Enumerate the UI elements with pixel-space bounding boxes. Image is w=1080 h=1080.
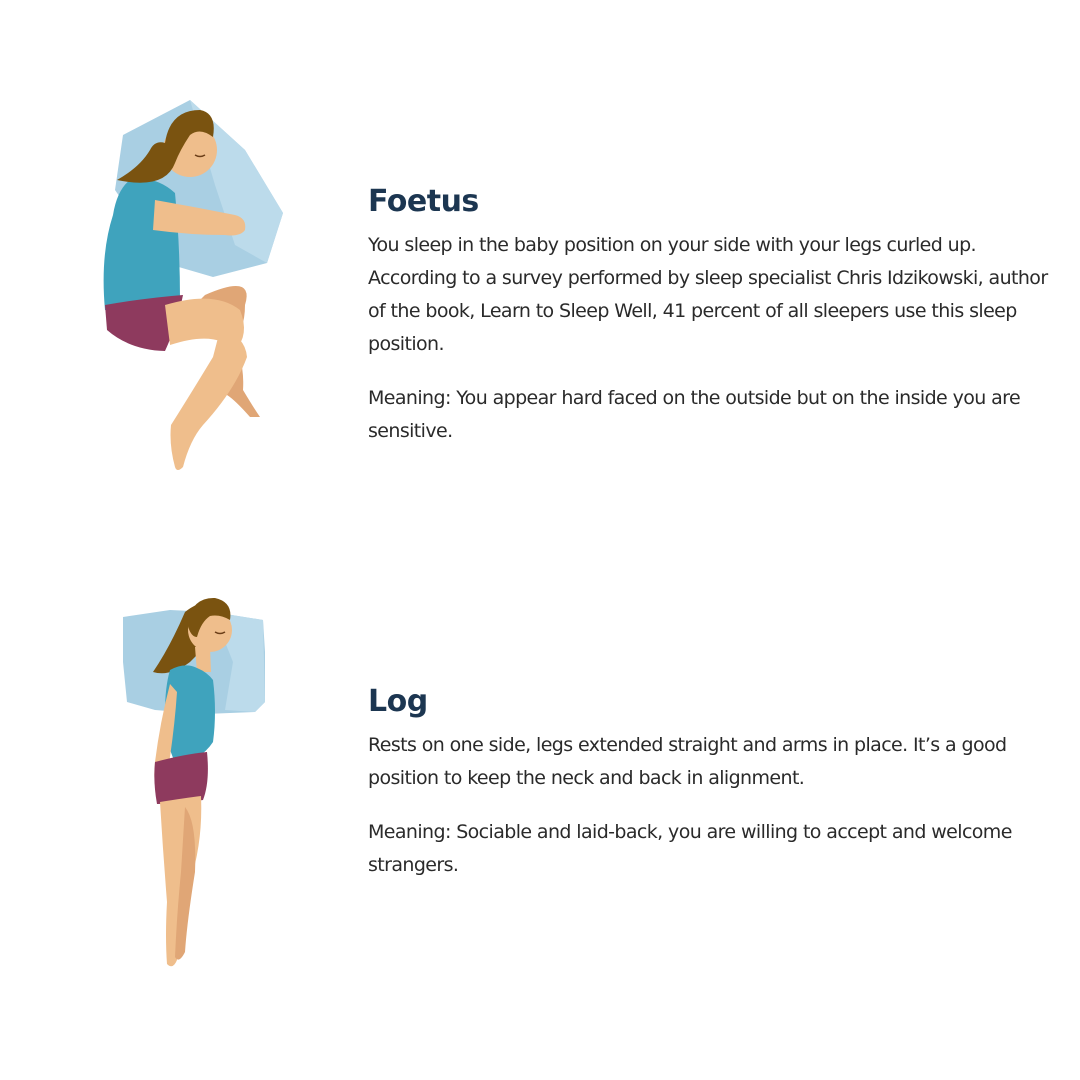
position-title: Foetus xyxy=(368,184,479,219)
position-meaning: Meaning: You appear hard faced on the outside but on the inside you are sensitive. xyxy=(368,387,1021,442)
position-meaning: Meaning: Sociable and laid-back, you are willing to accept and welcome strangers. xyxy=(368,821,1012,876)
log-sleeper-illustration xyxy=(115,592,275,977)
position-description: Rests on one side, legs extended straight and arms in place. It’s a good position to keep the neck and back in alignment. xyxy=(368,734,1007,789)
foetus-text xyxy=(368,184,1053,469)
position-title: Log xyxy=(368,684,428,719)
foetus-sleeper-illustration xyxy=(95,95,295,480)
sleep-position-log xyxy=(0,560,1080,1060)
sleep-position-foetus xyxy=(0,0,1080,520)
log-text xyxy=(368,684,1053,903)
position-description: You sleep in the baby position on your side with your legs curled up. According to a survey performed by sleep specialist Chris Idzikowski, author of the book, Learn to Sleep Well, 41 percent of all sleepers use this sleep position. xyxy=(368,234,1048,355)
